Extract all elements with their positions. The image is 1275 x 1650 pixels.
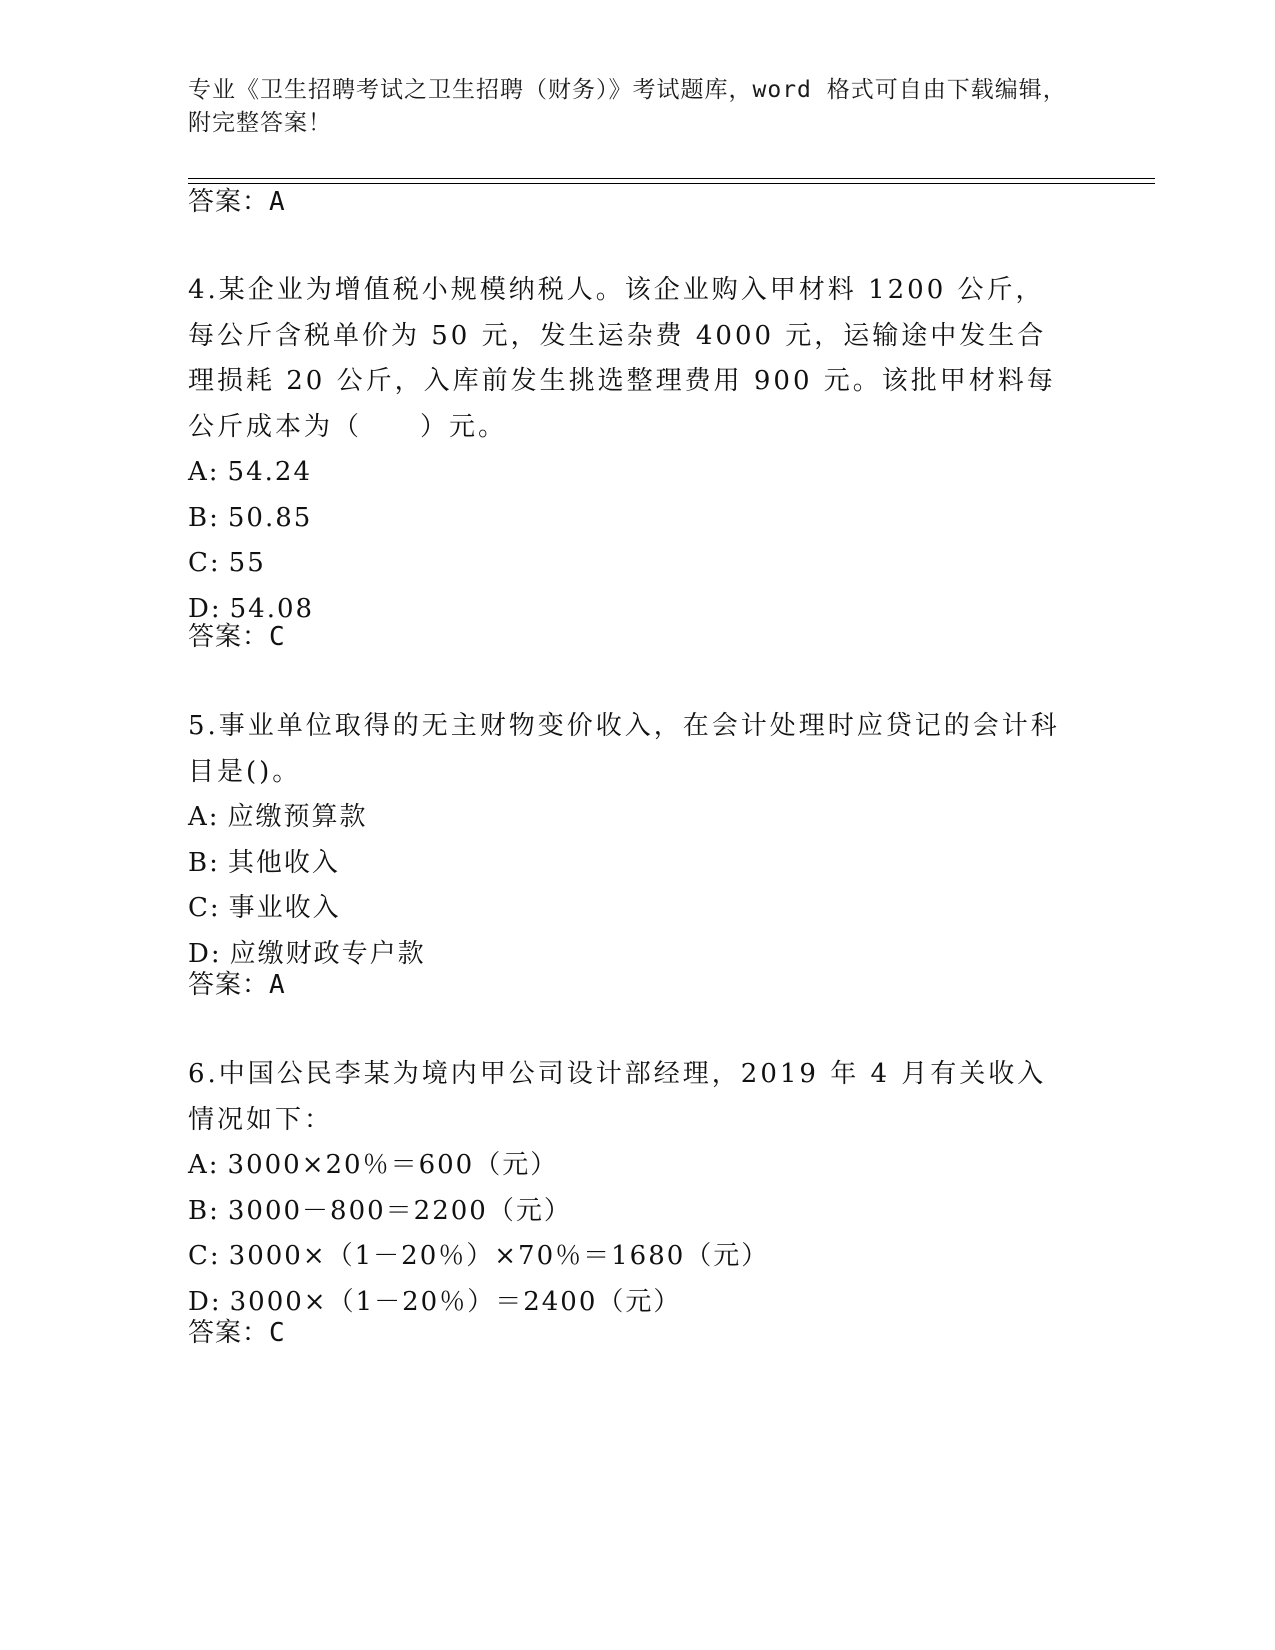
option-letter: C: <box>188 1241 221 1271</box>
option-letter: B: <box>188 502 220 533</box>
option-c <box>188 1234 1068 1280</box>
option-d <box>188 932 1068 978</box>
answer-question-4: 答案：C <box>188 622 286 652</box>
option-text: 事业收入 <box>228 893 341 923</box>
option-text: 3000－800＝2200（元） <box>227 1195 572 1226</box>
option-d <box>188 587 1068 633</box>
document-header: 专业《卫生招聘考试之卫生招聘（财务）》考试题库，word 格式可自由下载编辑，附完整答案！ <box>188 77 1067 136</box>
option-text: 3000×（1－20％）＝2400（元） <box>229 1286 682 1317</box>
option-letter: B: <box>188 847 220 878</box>
option-b <box>188 496 1068 542</box>
question-stem: 4.某企业为增值税小规模纳税人。该企业购入甲材料 1200 公斤，每公斤含税单价为 50 元，发生运杂费 4000 元，运输途中发生合理损耗 20 公斤，入库前发生挑选整理费用 900 元。该批甲材料每公斤成本为（ ）元。 <box>188 275 1056 442</box>
option-letter: A: <box>188 802 220 832</box>
option-text: 50.85 <box>227 502 313 533</box>
answer-question-6: 答案：C <box>188 1318 286 1348</box>
header-rule-top <box>188 178 1155 179</box>
header-rule-bottom <box>188 183 1155 184</box>
option-b <box>188 841 1068 887</box>
answer-question-5: 答案：A <box>188 970 286 1000</box>
option-text: 3000×20％＝600（元） <box>227 1150 559 1180</box>
question-stem: 6.中国公民李某为境内甲公司设计部经理，2019 年 4 月有关收入情况如下： <box>188 1059 1047 1135</box>
question-stem: 5.事业单位取得的无主财物变价收入，在会计处理时应贷记的会计科目是()。 <box>188 711 1060 787</box>
option-letter: D: <box>188 1286 222 1317</box>
option-a <box>188 450 1068 496</box>
question-5 <box>188 704 1068 977</box>
question-6 <box>188 1052 1068 1325</box>
option-text: 55 <box>228 548 266 578</box>
option-text: 54.08 <box>229 593 315 624</box>
option-letter: A: <box>188 457 220 487</box>
option-letter: B: <box>188 1195 220 1226</box>
option-text: 应缴财政专户款 <box>229 938 426 969</box>
option-text: 3000×（1－20％）×70％＝1680（元） <box>228 1241 770 1271</box>
option-text: 54.24 <box>227 457 312 487</box>
option-c <box>188 541 1068 587</box>
option-letter: D: <box>188 593 222 624</box>
option-text: 其他收入 <box>227 847 340 878</box>
question-4 <box>188 268 1068 632</box>
option-a <box>188 795 1068 841</box>
option-letter: C: <box>188 893 221 923</box>
option-letter: A: <box>188 1150 220 1180</box>
option-text: 应缴预算款 <box>227 802 368 832</box>
option-a <box>188 1143 1068 1189</box>
answer-prev-question: 答案：A <box>188 187 286 217</box>
option-letter: D: <box>188 938 222 969</box>
option-c <box>188 886 1068 932</box>
option-b <box>188 1189 1068 1235</box>
option-letter: C: <box>188 548 221 578</box>
option-d <box>188 1280 1068 1326</box>
